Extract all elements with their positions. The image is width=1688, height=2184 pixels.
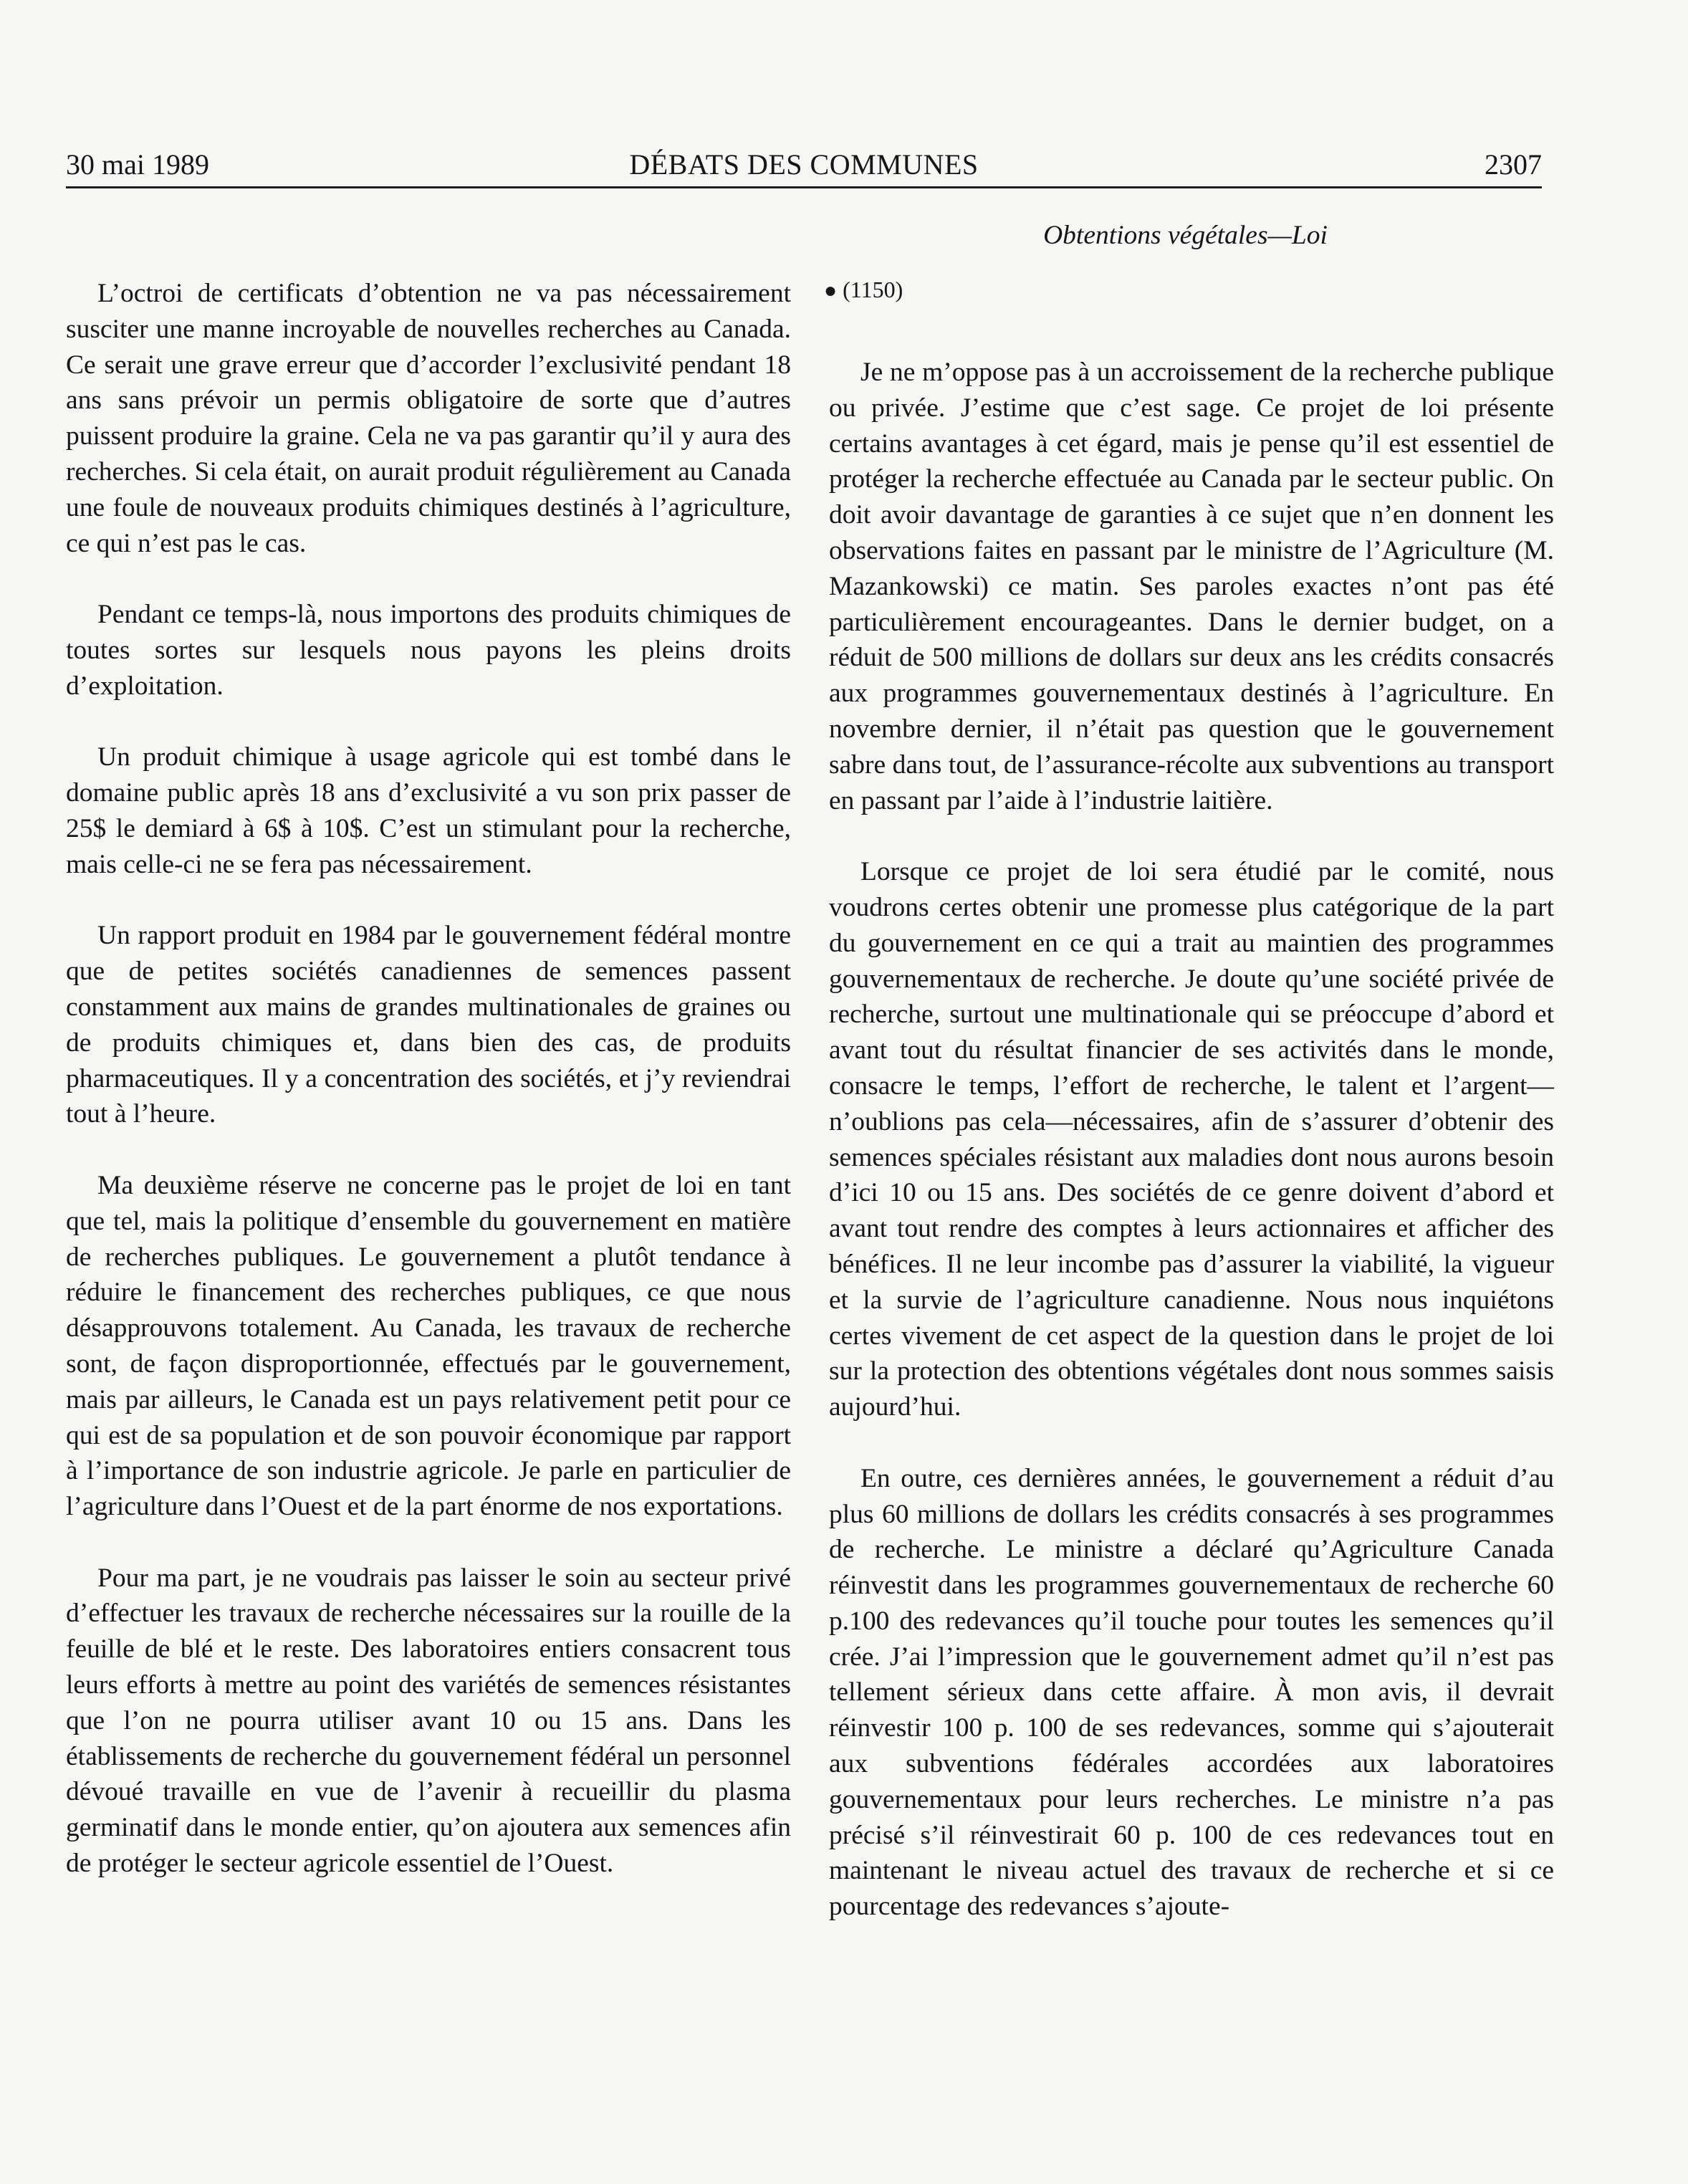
paragraph: Ma deuxième réserve ne concerne pas le projet de loi en tant que tel, mais la politique d’ensemble du gouvernement en matière de recherches publiques. Le gouvernement a plutôt tendance à réduire le financement des recherches publiques, ce que nous désapprouvons totalement. Au Canada, les travaux de recherche sont, de façon disproportionnée, effectués par le gouvernement, mais par ailleurs, le Canada est un pays relativement petit pour ce qui est de sa population et de son pouvoir économique par rapport à l’importance de son industrie agricole. Je parle en particulier de l’agriculture dans l’Ouest et de la part énorme de nos exportations. bbox=[66, 1170, 791, 1522]
time-mark-text: (1150) bbox=[843, 277, 903, 302]
header-title: DÉBATS DES COMMUNES bbox=[629, 148, 979, 181]
paragraph: En outre, ces dernières années, le gouvernement a réduit d’au plus 60 millions de dollars les crédits consacrés à ses programmes de recherche. Le ministre a déclaré qu’Agriculture Canada réinvestit dans les programmes gouvernementaux de recherche 60 p.100 des redevances qu’il touche pour toutes les semences qu’il crée. J’ai l’impression que le gouvernement admet qu’il n’est pas tellement sérieux dans cette affaire. À mon avis, il devrait réinvestir 100 p. 100 de ses redevances, somme qui s’ajouterait aux subventions fédérales accordées aux laboratoires gouvernementaux pour leurs recherches. Le ministre n’a pas précisé s’il réinvestirait 60 p. 100 de ces redevances tout en maintenant le niveau actuel des travaux de recherche et si ce pourcentage des redevances s’ajoute- bbox=[829, 1463, 1554, 1922]
paragraph: Un rapport produit en 1984 par le gouvernement fédéral montre que de petites sociétés canadiennes de semences passent constamment aux mains de grandes multinationales de graines ou de produits chimiques et, dans bien des cas, de produits pharmaceutiques. Il y a concentration des sociétés, et j’y reviendrai tout à l’heure. bbox=[66, 921, 791, 1129]
page-number: 2307 bbox=[1485, 148, 1542, 181]
paragraph: Pour ma part, je ne voudrais pas laisser le soin au secteur privé d’effectuer les travaux de recherche nécessaires sur la rouille de la feuille de blé et le reste. Des laboratoires entiers consacrent tous leurs efforts à mettre au point des variétés de semences résistantes que l’on ne pourra utiliser avant 10 ou 15 ans. Dans les établissements de recherche du gouvernement fédéral un personnel dévoué travaille en vue de l’avenir à recueillir du plasma germinatif dans le monde entier, qu’on ajoutera aux semences afin de protéger le secteur agricole essentiel de l’Ouest. bbox=[66, 1563, 791, 1879]
header-rule bbox=[66, 186, 1542, 188]
left-column bbox=[66, 276, 791, 1917]
time-marker bbox=[824, 274, 903, 307]
header-date: 30 mai 1989 bbox=[66, 148, 209, 181]
paragraph: L’octroi de certificats d’obtention ne va pas nécessairement susciter une manne incroyable de nouvelles recherches au Canada. Ce serait une grave erreur que d’accorder l’exclusivité pendant 18 ans sans prévoir un permis obligatoire de sorte que d’autres puissent produire la graine. Cela ne va pas garantir qu’il y aura des recherches. Si cela était, on aurait produit régulièrement au Canada une foule de nouveaux produits chimiques destinés à l’agriculture, ce qui n’est pas le cas. bbox=[66, 279, 791, 558]
paragraph: Je ne m’oppose pas à un accroissement de la recherche publique ou privée. J’estime que c’est sage. Ce projet de loi présente certains avantages à cet égard, mais je pense qu’il est essentiel de protéger la recherche effectuée au Canada par le secteur public. On doit avoir davantage de garanties à ce sujet que n’en donnent les observations faites en passant par le ministre de l’Agriculture (M. Mazankowski) ce matin. Ses paroles exactes n’ont pas été particulièrement encourageantes. Dans le dernier budget, on a réduit de 500 millions de dollars sur deux ans les crédits consacrés aux programmes gouvernementaux destinés à l’agriculture. En novembre dernier, il n’était pas question que le gouvernement sabre dans tout, de l’assurance-récolte aux subventions au transport en passant par l’aide à l’industrie laitière. bbox=[829, 358, 1554, 815]
bullet-icon: ● bbox=[824, 279, 838, 302]
paragraph: Lorsque ce projet de loi sera étudié par le comité, nous voudrons certes obtenir une promesse plus catégorique de la part du gouvernement en ce qui a trait au maintien des programmes gouvernementaux de recherche. Je doute qu’une société privée de recherche, surtout une multinationale qui se préoccupe d’abord et avant tout du résultat financier de ses activités dans le monde, consacre le temps, l’effort de recherche, le talent et l’argent—n’oublions pas cela—nécessaires, afin de s’assurer d’obtenir des semences spéciales résistant aux maladies dont nous aurons besoin d’ici 10 ou 15 ans. Des sociétés de ce genre doivent d’abord et avant tout rendre des comptes à leurs actionnaires et afficher des bénéfices. Il ne leur incombe pas d’assurer la viabilité, la vigueur et la survie de l’agriculture canadienne. Nous nous inquiétons certes vivement de cet aspect de la question dans le projet de loi sur la protection des obtentions végétales dont nous sommes saisis aujourd’hui. bbox=[829, 857, 1554, 1422]
paragraph: Un produit chimique à usage agricole qui est tombé dans le domaine public après 18 ans d’exclusivité a vu son prix passer de 25$ le demiard à 6$ à 10$. C’est un stimulant pour la recherche, mais celle-ci ne se fera pas nécessairement. bbox=[66, 742, 791, 879]
section-title: Obtentions végétales—Loi bbox=[1043, 221, 1328, 250]
running-header bbox=[66, 143, 1542, 186]
paragraph: Pendant ce temps-là, nous importons des produits chimiques de toutes sortes sur lesquels nous payons les pleins droits d’exploitation. bbox=[66, 600, 791, 701]
right-column bbox=[829, 355, 1554, 1960]
